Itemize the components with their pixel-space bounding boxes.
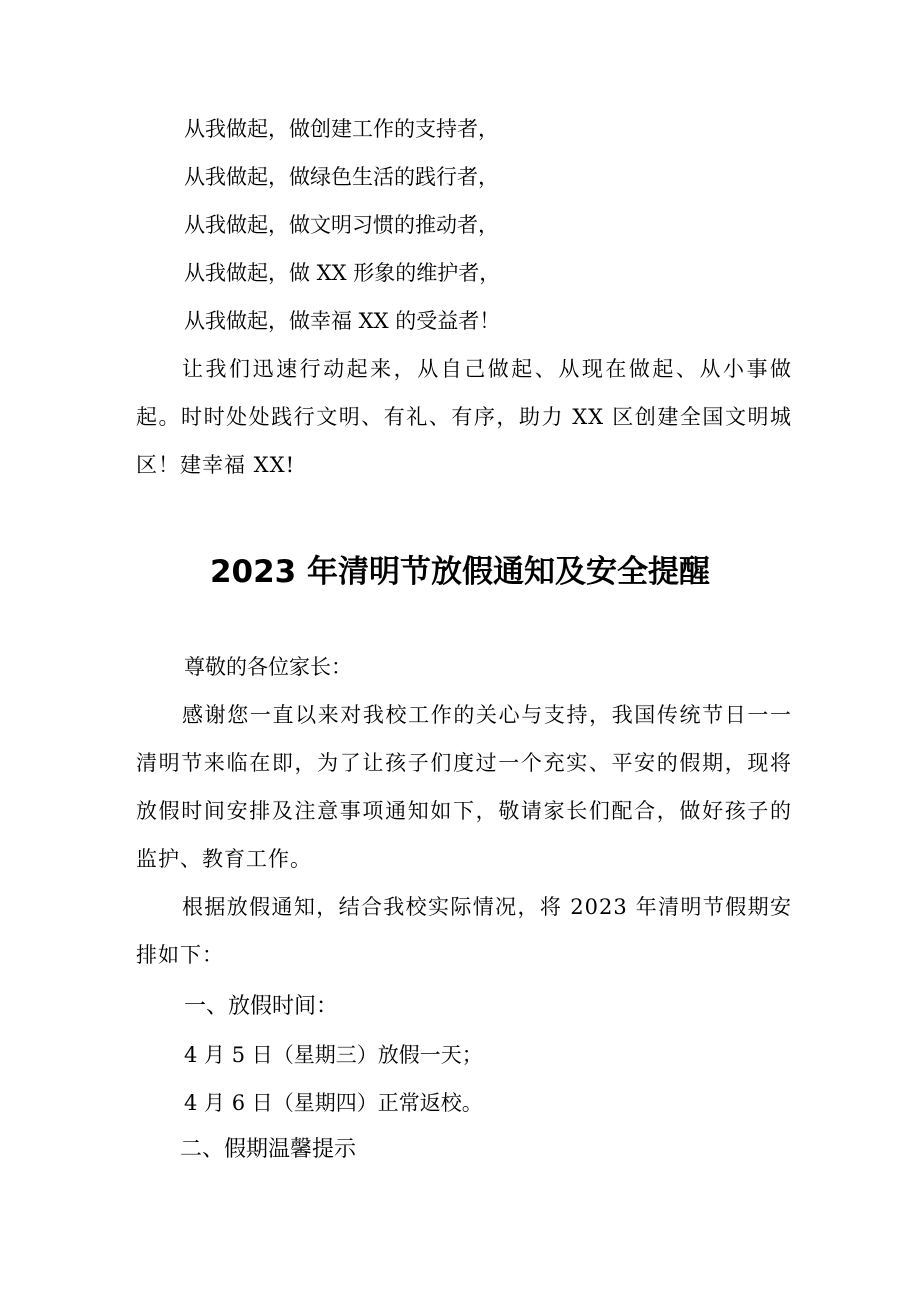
intro-paragraph: 感谢您一直以来对我校工作的关心与支持，我国传统节日一一清明节来临在即，为了让孩子们度过一个充实、平安的假期，现将放假时间安排及注意事项通知如下，敬请家长们配合，做好孩子的监护、教育工作。 [136,703,792,871]
salutation: 尊敬的各位家长： [184,655,352,679]
call-to-action-paragraph: 让我们迅速行动起来，从自己做起、从现在做起、从小事做起。时时处处践行文明、有礼、有序，助力 XX 区创建全国文明城区！建幸福 XX! [136,357,792,477]
pledge-line-5: 从我做起，做幸福 XX 的受益者！ [184,309,501,333]
section-heading-holiday-time: 一、放假时间： [184,994,339,1019]
notice-title: 2023 年清明节放假通知及安全提醒 [209,554,711,590]
schedule-item-1: 4 月 5 日（星期三）放假一天； [184,1043,483,1067]
arrangement-paragraph: 根据放假通知，结合我校实际情况，将 2023 年清明节假期安排如下： [136,895,792,967]
pledge-line-1: 从我做起，做创建工作的支持者， [184,117,499,141]
section-heading-holiday-tips: 二、假期温馨提示 [180,1137,357,1162]
pledge-line-3: 从我做起，做文明习惯的推动者， [184,213,499,237]
schedule-item-2: 4 月 6 日（星期四）正常返校。 [184,1091,483,1115]
pledge-line-4: 从我做起，做 XX 形象的维护者， [184,261,501,285]
pledge-line-2: 从我做起，做绿色生活的践行者， [184,165,499,189]
